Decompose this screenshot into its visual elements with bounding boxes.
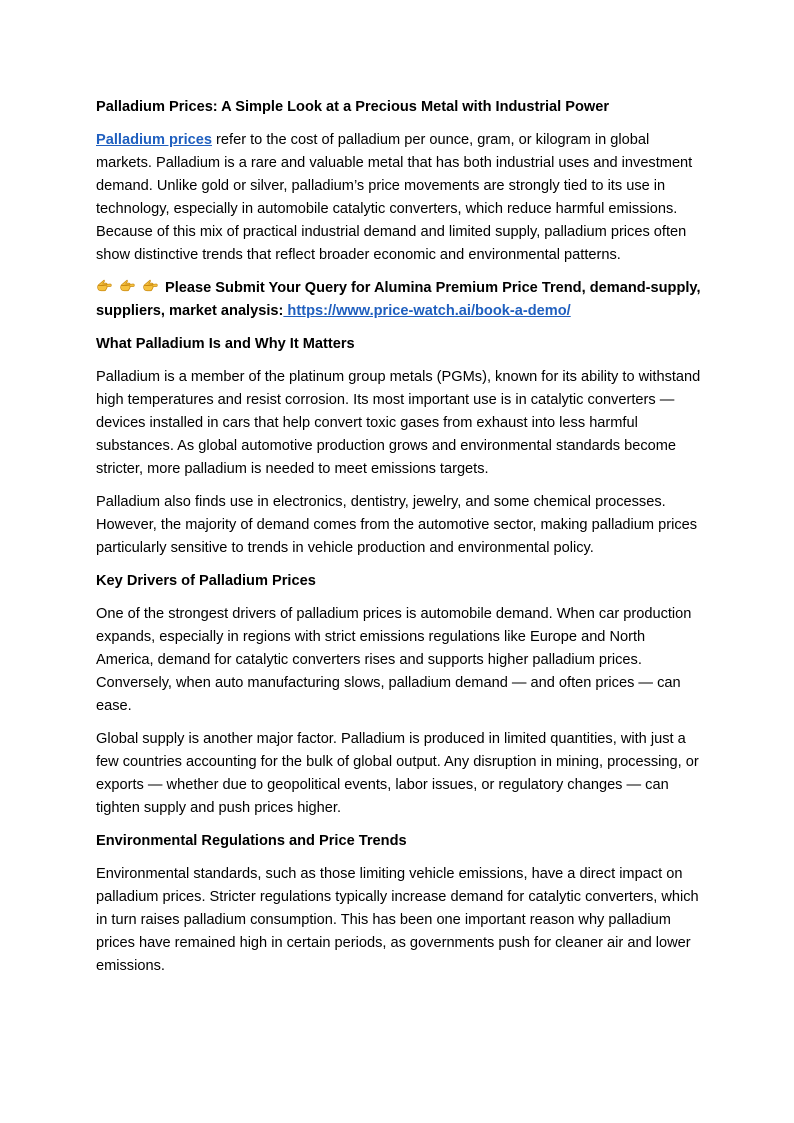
- section-paragraph: Global supply is another major factor. Palladium is produced in limited quantities, with just a few countries accounting for the bulk of global output. Any disruption in mining, processing, or exports — whether due to geopolitical events, labor issues, or regulatory changes — can tighten supply and push prices higher.: [96, 731, 699, 816]
- pointing-hand-icon: [119, 278, 136, 295]
- intro-paragraph: [96, 129, 701, 267]
- document-page: [96, 96, 701, 988]
- section-paragraph: Environmental standards, such as those limiting vehicle emissions, have a direct impact on palladium prices. Stricter regulations typically increase demand for catalytic converters, which in turn raises palladium consumption. This has been one important reason why palladium prices have remained high in certain periods, as governments push for cleaner air and lower emissions.: [96, 866, 699, 974]
- cta-paragraph: [96, 277, 701, 323]
- section-paragraph: One of the strongest drivers of palladium prices is automobile demand. When car production expands, especially in regions with strict emissions regulations like Europe and North America, demand for catalytic converters rises and supports higher palladium prices. Conversely, when auto manufacturing slows, palladium demand — and often prices — can ease.: [96, 606, 692, 714]
- document-title: Palladium Prices: A Simple Look at a Precious Metal with Industrial Power: [96, 99, 610, 115]
- cta-text: Please Submit Your Query for Alumina Premium Price Trend, demand-supply, suppliers, market analysis:: [96, 280, 701, 319]
- palladium-prices-link[interactable]: Palladium prices: [96, 132, 212, 148]
- section-paragraph: Palladium also finds use in electronics, dentistry, jewelry, and some chemical processes. However, the majority of demand comes from the automotive sector, making palladium prices particularly sensitive to trends in vehicle production and environmental policy.: [96, 494, 698, 556]
- section-heading: What Palladium Is and Why It Matters: [96, 336, 355, 352]
- section-paragraph: Palladium is a member of the platinum group metals (PGMs), known for its ability to withstand high temperatures and resist corrosion. Its most important use is in catalytic converters — devices installed in cars that help convert toxic gases from exhaust into less harmful substances. As global automotive production grows and environmental standards become stricter, more palladium is needed to meet emissions targets.: [96, 369, 701, 477]
- section-heading: Environmental Regulations and Price Trends: [96, 833, 407, 849]
- pointing-hand-icon: [96, 278, 113, 295]
- section-heading: Key Drivers of Palladium Prices: [96, 573, 316, 589]
- book-demo-link[interactable]: https://www.price-watch.ai/book-a-demo/: [283, 303, 571, 319]
- intro-text: refer to the cost of palladium per ounce, gram, or kilogram in global markets. Palladium is a rare and valuable metal that has both industrial uses and investment demand. Unlike gold or silver, palladium’s price movements are strongly tied to its use in technology, especially in automobile catalytic converters, which reduce harmful emissions. Because of this mix of practical industrial demand and limited supply, palladium prices often show distinctive trends that reflect broader economic and environmental patterns.: [96, 132, 693, 263]
- pointing-hand-icon: [142, 278, 159, 295]
